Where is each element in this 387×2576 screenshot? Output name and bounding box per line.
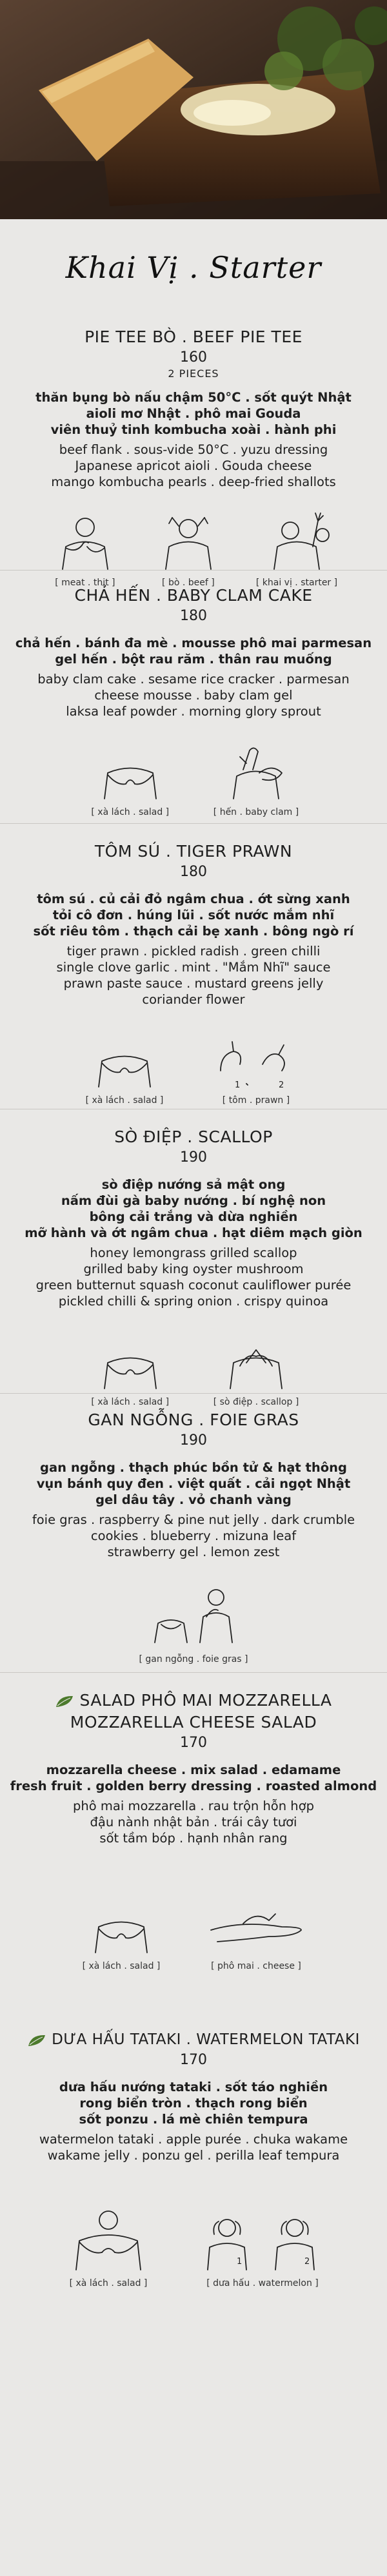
english-description xyxy=(0,1762,387,1794)
description-line: honey lemongrass grilled scallop xyxy=(90,1245,297,1260)
description-line: aioli mơ Nhật . phô mai Gouda xyxy=(86,406,301,421)
description-line: vụn bánh quy đen . việt quất . cải ngọt Nhật xyxy=(36,1476,351,1491)
description-line: nấm đùi gà baby nướng . bí nghệ non xyxy=(61,1193,326,1208)
sign-foie-gras-illustration xyxy=(142,1578,245,1649)
description-line: tiger prawn . pickled radish . green chilli xyxy=(66,944,321,959)
description-line: gel hến . bột rau răm . thân rau muống xyxy=(55,652,332,667)
sign-caption: [ xà lách . salad ] xyxy=(69,2278,148,2288)
description-line: sò điệp nướng sả mật ong xyxy=(101,1177,286,1192)
sign-step-number: 1 xyxy=(237,2257,243,2267)
sign-caption: [ bò . beef ] xyxy=(162,578,215,588)
description-line: wakame jelly . ponzu gel . perilla leaf tempura xyxy=(47,2148,340,2163)
dish-subtitle: 2 PIECES xyxy=(168,367,219,380)
english-description xyxy=(0,1512,387,1560)
description-line: foie gras . raspberry & pine nut jelly . dark crumble xyxy=(32,1512,355,1527)
dish-name-line xyxy=(0,1690,387,1712)
description-line: single clove garlic . mint . "Mắm Nhĩ" sauce xyxy=(56,960,331,975)
dish-name-secondary: MOZZARELLA CHEESE SALAD xyxy=(70,1713,317,1732)
sign-caption: [ tôm . prawn ] xyxy=(222,1095,290,1106)
description-line: mango kombucha pearls . deep-fried shallots xyxy=(51,474,336,489)
leaf-icon xyxy=(27,2033,46,2047)
vietnamese-description xyxy=(0,1459,387,1508)
description-line: Japanese apricot aioli . Gouda cheese xyxy=(75,458,312,473)
sign-language-figure xyxy=(60,2202,157,2288)
description-line: watermelon tataki . apple purée . chuka wakame xyxy=(39,2132,348,2147)
description-line: pickled chilli & spring onion . crispy quinoa xyxy=(58,1294,329,1309)
description-line: rong biển tròn . thạch rong biển xyxy=(79,2096,308,2111)
sign-scallop-illustration xyxy=(214,1327,298,1392)
sign-language-figure xyxy=(83,1026,166,1106)
description-line: tỏi cô đơn . húng lũi . sốt nước mắm nhĩ xyxy=(52,908,335,922)
description-line: viên thuỷ tinh kombucha xoài . hành phi xyxy=(50,422,337,437)
description-line: mozzarella cheese . mix salad . edamame xyxy=(46,1762,341,1777)
english-description xyxy=(0,442,387,490)
dish-price: 170 xyxy=(180,2052,207,2068)
leaf-icon xyxy=(55,1694,74,1708)
description-line: chả hến . bánh đa mè . mousse phô mai parmesan xyxy=(15,636,372,650)
dish-watermelon-tataki xyxy=(0,2029,387,2351)
description-line: tôm sú . củ cải đỏ ngâm chua . ớt sừng xanh xyxy=(37,892,350,906)
description-line: coriander flower xyxy=(142,992,245,1007)
sign-step-number: 2 xyxy=(304,2257,310,2267)
dish-name: SÒ ĐIỆP . SCALLOP xyxy=(114,1127,273,1146)
dish-name: CHẢ HẾN . BABY CLAM CAKE xyxy=(74,586,313,605)
description-line: đậu nành nhật bản . trái cây tươi xyxy=(90,1815,297,1830)
dish-price: 180 xyxy=(180,608,207,624)
dish-beef-pie-tee xyxy=(0,316,387,588)
description-line: gan ngỗng . thạch phúc bồn tử & hạt thông xyxy=(40,1460,347,1475)
description-line: phô mai mozzarella . rau trộn hỗn hợp xyxy=(73,1799,314,1813)
sign-cheese-illustration xyxy=(204,1891,308,1956)
sign-prawn-illustration xyxy=(208,1026,304,1090)
sign-salad-illustration xyxy=(79,1891,163,1956)
description-line: grilled baby king oyster mushroom xyxy=(83,1262,304,1276)
sign-caption: [ khai vị . starter ] xyxy=(255,578,338,588)
vietnamese-description xyxy=(0,635,387,667)
dish-price: 170 xyxy=(180,1735,207,1751)
description-line: gel dâu tây . vỏ chanh vàng xyxy=(95,1492,292,1507)
description-line: dưa hấu nướng tataki . sốt táo nghiền xyxy=(59,2080,328,2094)
description-line: sốt riêu tôm . thạch cải bẹ xanh . bông ngò rí xyxy=(33,924,354,939)
sign-caption: [ hến . baby clam ] xyxy=(213,807,299,817)
dish-price: 190 xyxy=(180,1149,207,1166)
dish-scallop xyxy=(0,1109,387,1407)
description-line: sốt ponzu . lá mè chiên tempura xyxy=(79,2112,308,2127)
dish-name: PIE TEE BÒ . BEEF PIE TEE xyxy=(84,327,303,346)
sign-beef-illustration xyxy=(153,508,224,572)
sign-caption: [ sò điệp . scallop ] xyxy=(213,1397,299,1407)
dish-tiger-prawn xyxy=(0,824,387,1109)
sign-step-number: 1 xyxy=(235,1080,241,1090)
dish-foie-gras xyxy=(0,1394,387,1672)
sign-salad-illustration xyxy=(88,737,172,802)
dish-price: 190 xyxy=(180,1432,207,1449)
sign-caption: [ xà lách . salad ] xyxy=(82,1961,161,1971)
dish-name: TÔM SÚ . TIGER PRAWN xyxy=(94,842,293,861)
vietnamese-description xyxy=(0,2079,387,2127)
sign-watermelon-illustration xyxy=(198,2202,327,2273)
dish-baby-clam-cake xyxy=(0,571,387,823)
description-line: baby clam cake . sesame rice cracker . parmesan xyxy=(37,672,350,687)
english-description xyxy=(0,943,387,1008)
sign-language-figure xyxy=(79,1891,163,1971)
vietnamese-description xyxy=(0,891,387,939)
description-line: thăn bụng bò nấu chậm 50°C . sốt quýt Nhật xyxy=(35,390,352,405)
sign-salad-illustration xyxy=(88,1327,172,1392)
dish-price: 180 xyxy=(180,864,207,880)
dish-price: 160 xyxy=(180,349,207,366)
menu-title: Khai Vị . Starter xyxy=(65,250,322,285)
description-line: laksa leaf powder . morning glory sprout xyxy=(66,704,321,719)
vietnamese-description xyxy=(0,1798,387,1846)
sign-caption: [ meat . thịt ] xyxy=(55,578,115,588)
description-line: sốt tầm bóp . hạnh nhân rang xyxy=(99,1831,288,1846)
sign-caption: [ xà lách . salad ] xyxy=(91,807,170,817)
sign-caption: [ gan ngỗng . foie gras ] xyxy=(139,1654,248,1664)
description-line: prawn paste sauce . mustard greens jelly xyxy=(63,976,324,991)
english-description xyxy=(0,1245,387,1309)
description-line: green butternut squash coconut cauliflower purée xyxy=(35,1278,352,1293)
dish-mozzarella-salad xyxy=(0,1673,387,2029)
dish-name-line xyxy=(0,2029,387,2051)
sign-salad-illustration xyxy=(83,1026,166,1090)
sign-step-number: 2 xyxy=(279,1080,284,1090)
sign-meat-illustration xyxy=(50,508,121,572)
sign-salad-illustration xyxy=(60,2202,157,2273)
sign-caption: [ dưa hấu . watermelon ] xyxy=(206,2278,319,2288)
english-description xyxy=(0,2131,387,2163)
dish-name: SALAD PHÔ MAI MOZZARELLA xyxy=(79,1691,332,1710)
vietnamese-description xyxy=(0,1176,387,1241)
description-line: strawberry gel . lemon zest xyxy=(107,1545,280,1559)
description-line: cookies . blueberry . mizuna leaf xyxy=(90,1528,297,1543)
sign-clam-illustration xyxy=(214,737,298,802)
vietnamese-description xyxy=(0,389,387,438)
sign-language-figure xyxy=(139,1578,248,1664)
description-line: bông cải trắng và dừa nghiền xyxy=(89,1209,298,1224)
sign-language-figure xyxy=(213,737,299,817)
sign-starter-illustration xyxy=(261,508,332,572)
hero-food-photo xyxy=(0,0,387,219)
sign-language-figure xyxy=(208,1026,304,1106)
english-description xyxy=(0,671,387,719)
sign-caption: [ phô mai . cheese ] xyxy=(211,1961,301,1971)
sign-caption: [ xà lách . salad ] xyxy=(85,1095,164,1106)
sign-caption: [ xà lách . salad ] xyxy=(91,1397,170,1407)
description-line: cheese mousse . baby clam gel xyxy=(94,688,293,703)
sign-language-figure xyxy=(198,2202,327,2288)
description-line: mỡ hành và ớt ngâm chua . hạt diêm mạch giòn xyxy=(25,1225,362,1240)
sign-language-figure xyxy=(204,1891,308,1971)
hero-photo-illustration xyxy=(0,0,387,219)
dish-name: GAN NGỖNG . FOIE GRAS xyxy=(88,1410,299,1429)
sign-language-figure xyxy=(88,737,172,817)
description-line: beef flank . sous-vide 50°C . yuzu dressing xyxy=(59,442,328,457)
description-line: fresh fruit . golden berry dressing . roasted almond xyxy=(10,1779,377,1793)
dish-name: DƯA HẤU TATAKI . WATERMELON TATAKI xyxy=(52,2031,360,2048)
